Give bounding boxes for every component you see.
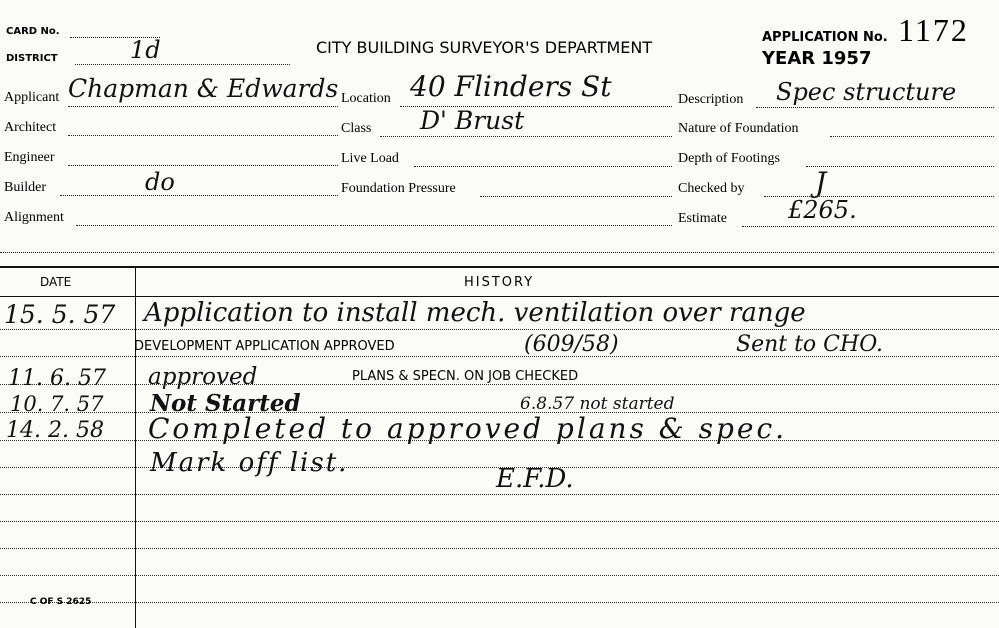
description-value: Spec structure bbox=[776, 78, 957, 106]
district-line bbox=[75, 64, 290, 65]
builder-label: Builder bbox=[4, 180, 46, 195]
checked-by-value: J bbox=[815, 166, 827, 199]
history-row-1-date: 15. 5. 57 bbox=[4, 300, 116, 329]
plans-checked-stamp: PLANS & SPECN. ON JOB CHECKED bbox=[352, 369, 579, 384]
history-row-6-note: E.F.D. bbox=[496, 464, 574, 494]
applicant-value: Chapman & Edwards bbox=[68, 74, 339, 103]
location-label: Location bbox=[341, 91, 391, 106]
date-header: DATE bbox=[40, 275, 72, 289]
district-value: 1d bbox=[130, 36, 161, 64]
alignment-label: Alignment bbox=[4, 210, 64, 225]
history-row-2-note: Sent to CHO. bbox=[736, 332, 883, 357]
history-row-1-text: Application to install mech. ventilation over range bbox=[144, 298, 806, 328]
depth-of-footings-label: Depth of Footings bbox=[678, 151, 780, 166]
date-column-divider bbox=[135, 266, 136, 628]
history-header-border bbox=[0, 296, 999, 297]
history-row-4-text: Not Started bbox=[150, 390, 301, 417]
history-header: HISTORY bbox=[464, 275, 535, 290]
checked-by-label: Checked by bbox=[678, 181, 745, 196]
history-row-5-date: 14. 2. 58 bbox=[6, 418, 104, 443]
year-label: YEAR 1957 bbox=[762, 48, 872, 69]
history-row-2-ref: (609/58) bbox=[524, 332, 619, 357]
history-row-4-date: 10. 7. 57 bbox=[10, 392, 104, 416]
card-no-label: CARD No. bbox=[6, 26, 60, 37]
engineer-label: Engineer bbox=[4, 150, 55, 165]
estimate-label: Estimate bbox=[678, 211, 727, 226]
application-label: APPLICATION No. bbox=[762, 30, 888, 45]
estimate-value: £265. bbox=[788, 196, 857, 224]
live-load-label: Live Load bbox=[341, 151, 399, 166]
history-row-5-text: Completed to approved plans & spec. bbox=[148, 412, 788, 445]
history-row-4-note: 6.8.57 not started bbox=[520, 394, 675, 414]
history-row-3-text: approved bbox=[148, 364, 258, 390]
class-value: D' Brust bbox=[420, 106, 525, 135]
location-value: 40 Flinders St bbox=[410, 70, 612, 103]
history-top-border bbox=[0, 266, 999, 268]
builder-value: do bbox=[145, 168, 175, 196]
architect-label: Architect bbox=[4, 120, 57, 135]
history-row-6-text: Mark off list. bbox=[150, 448, 349, 478]
applicant-label: Applicant bbox=[4, 90, 60, 105]
foundation-pressure-label: Foundation Pressure bbox=[341, 181, 456, 196]
nature-of-foundation-label: Nature of Foundation bbox=[678, 121, 799, 136]
history-row-3-date: 11. 6. 57 bbox=[8, 366, 106, 391]
form-code: C OF S 2625 bbox=[30, 597, 92, 607]
department-title: CITY BUILDING SURVEYOR'S DEPARTMENT bbox=[316, 38, 653, 57]
application-number: 1172 bbox=[898, 12, 969, 48]
development-approved-stamp: DEVELOPMENT APPLICATION APPROVED bbox=[134, 339, 395, 354]
district-label: DISTRICT bbox=[6, 53, 58, 64]
description-label: Description bbox=[678, 92, 744, 107]
class-label: Class bbox=[341, 121, 372, 136]
